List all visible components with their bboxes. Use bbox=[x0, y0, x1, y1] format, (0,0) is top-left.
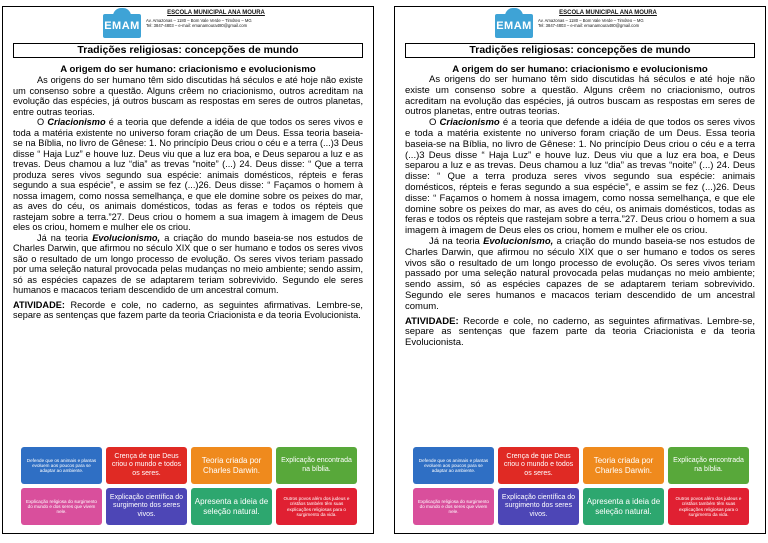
paragraph-criacionismo bbox=[13, 117, 363, 233]
statement-card: Explicação religiosa do surgimento do mundo e dos seres que vivem nele. bbox=[413, 488, 494, 525]
statement-card: Defende que os animais e plantas evoluem aos poucos para se adaptar ao ambiente. bbox=[413, 447, 494, 484]
activity-instructions bbox=[405, 317, 755, 349]
text-segment: é a teoria que defende a idéia de que todos os seres vivos e toda a matéria existente no universo foram criação de um Deus. Essa teoria baseia-se na Bíblia, no livro de Gênese: 1. No princípio Deus criou o céu e a terra (...)3 Deus disse “ Haja Luz” e houve luz. Deus viu que a luz era boa, e Deus separou a luz e as trevas. Deus chamou a luz “dia” as trevas “noite” (...) 24. Deus disse: “ Que a terra produza seres vivos segundo sua espécie: animais domésticos, répteis e feras segundo a sua espécie”, e assim se fez (...)26. Deus disse: “ Façamos o homem à nossa imagem, como nossa semelhança, e que ele domine sobre os peixes do mar, as aves do céu, os animais domésticos, todas as feras e todos os répteis que rastejam sobre a terra.”27. Deus criou o homem a sua imagem à imagem de Deus eles os criou, homem e mulher ele os criou. bbox=[405, 117, 755, 237]
paragraph-evolucionismo bbox=[13, 233, 363, 296]
activity-instructions bbox=[13, 300, 363, 321]
statement-card: Apresenta a ideia de seleção natural. bbox=[583, 488, 664, 525]
statement-cards bbox=[21, 447, 357, 525]
text-segment: é a teoria que defende a idéia de que todos os seres vivos e toda a matéria existente no universo foram criação de um Deus. Essa teoria baseia-se na Bíblia, no livro de Gênese: 1. No princípio Deus criou o céu e a terra (...)3 Deus disse “ Haja Luz” e houve luz. Deus viu que a luz era boa, e Deus separou a luz e as trevas. Deus chamou a luz “dia” as trevas “noite” (...) 24. Deus disse: “ Que a terra produza seres vivos segundo sua espécie: animais domésticos, répteis e feras segundo a sua espécie”, e assim se fez (...)26. Deus disse: “ Façamos o homem à nossa imagem, como nossa semelhança, e que ele domine sobre os peixes do mar, as aves do céu, os animais domésticos, todas as feras e todos os répteis que rastejam sobre a terra.”27. Deus criou o homem a sua imagem à imagem de Deus eles os criou, homem e mulher ele os criou. bbox=[13, 117, 363, 232]
activity-label: ATIVIDADE: bbox=[405, 315, 459, 327]
school-header bbox=[395, 7, 765, 43]
statement-card: Explicação científica do surgimento dos seres vivos. bbox=[106, 488, 187, 525]
paragraph-criacionismo bbox=[405, 118, 755, 237]
school-contact: Tel: 3847-4803 – e-mail: emanamoura480@gmail.com bbox=[538, 23, 640, 29]
worksheet-page-right bbox=[394, 6, 766, 534]
page-title: Tradições religiosas: concepções de mundo bbox=[13, 43, 363, 58]
activity-text: Recorde e cole, no caderno, as seguintes afirmativas. Lembre-se, separe as sentenças que fazem parte da teoria Criacionista e da teoria Evolucionista. bbox=[405, 315, 755, 349]
activity-text: Recorde e cole, no caderno, as seguintes afirmativas. Lembre-se, separe as sentenças que fazem parte da teoria Criacionista e da teoria Evolucionista. bbox=[13, 299, 363, 320]
paragraph-intro: As origens do ser humano têm sido discutidas há séculos e até hoje não existe um consenso sobre a questão. Alguns crêem no criacionismo, outros acreditam na evolução das espécies, já outros buscam as respostas em seres de outros planetas, entre outras teorias. bbox=[405, 74, 755, 118]
statement-card: Explicação religiosa do surgimento do mundo e dos seres que vivem nele. bbox=[21, 488, 102, 525]
text-segment: Já na teoria bbox=[37, 232, 93, 243]
statement-card: Explicação encontrada na bíblia. bbox=[668, 447, 749, 484]
keyword-evolucionismo: Evolucionismo, bbox=[483, 235, 554, 247]
school-contact: Tel: 3847-4803 – e-mail: emanamoura480@gmail.com bbox=[146, 23, 248, 29]
article-body bbox=[395, 64, 765, 349]
statement-card: Outros povos além dos judeus e cristãos também têm suas explicações religiosas para o surgimento da vida. bbox=[668, 488, 749, 525]
section-heading: A origem do ser humano: criacionismo e evolucionismo bbox=[60, 64, 316, 75]
school-logo: EMAM bbox=[103, 14, 141, 38]
statement-card: Outros povos além dos judeus e cristãos também têm suas explicações religiosas para o surgimento da vida. bbox=[276, 488, 357, 525]
page-title: Tradições religiosas: concepções de mundo bbox=[405, 43, 755, 58]
school-address: Av. Amazonas – 1180 – Bom Vale Verde – Timóteo – MG bbox=[538, 17, 644, 23]
worksheet-page-left bbox=[2, 6, 374, 534]
school-name: ESCOLA MUNICIPAL ANA MOURA bbox=[559, 10, 657, 16]
school-header bbox=[3, 7, 373, 43]
keyword-evolucionismo: Evolucionismo, bbox=[92, 232, 161, 243]
statement-card: Apresenta a ideia de seleção natural. bbox=[191, 488, 272, 525]
activity-label: ATIVIDADE: bbox=[13, 299, 65, 310]
keyword-criacionismo: Criacionismo bbox=[47, 117, 106, 127]
text-segment: Já na teoria bbox=[429, 235, 484, 247]
school-logo: EMAM bbox=[495, 14, 533, 38]
statement-card: Teoria criada por Charles Darwin. bbox=[583, 447, 664, 484]
statement-card: Defende que os animais e plantas evoluem aos poucos para se adaptar ao ambiente. bbox=[21, 447, 102, 484]
article-body bbox=[3, 64, 373, 321]
paragraph-intro: As origens do ser humano têm sido discutidas há séculos e até hoje não existe um consenso sobre a questão. Alguns crêem no criacionismo, outros acreditam na evolução das espécies, já outros buscam as respostas em seres de outros planetas, entre outras teorias. bbox=[13, 75, 363, 117]
statement-card: Explicação encontrada na bíblia. bbox=[276, 447, 357, 484]
school-address: Av. Amazonas – 1180 – Bom Vale Verde – Timóteo – MG bbox=[146, 17, 252, 23]
statement-card: Crença de que Deus criou o mundo e todos os seres. bbox=[498, 447, 579, 484]
statement-cards bbox=[413, 447, 749, 525]
text-segment: a criação do mundo baseia-se nos estudos de Charles Darwin, que afirmou no século XIX que o ser humano e todos os seres vivos são o resultado de um longo processo de evolução. Os seres vivos teriam passado por uma seleção natural provocada pelas mudanças no meio ambiente; sendo assim, só as espécies capazes de se adaptarem teriam sobrevivido. Segundo ele seres humanos e macacos teriam descendido de um ancestral comum. bbox=[405, 235, 755, 312]
statement-card: Crença de que Deus criou o mundo e todos os seres. bbox=[106, 447, 187, 484]
school-info bbox=[146, 11, 286, 29]
statement-card: Explicação científica do surgimento dos seres vivos. bbox=[498, 488, 579, 525]
paragraph-evolucionismo bbox=[405, 237, 755, 313]
school-info bbox=[538, 11, 678, 29]
keyword-criacionismo: Criacionismo bbox=[439, 117, 500, 129]
school-name: ESCOLA MUNICIPAL ANA MOURA bbox=[167, 10, 265, 16]
text-segment: O bbox=[37, 117, 48, 127]
statement-card: Teoria criada por Charles Darwin. bbox=[191, 447, 272, 484]
text-segment: O bbox=[429, 117, 440, 129]
section-heading: A origem do ser humano: criacionismo e evolucionismo bbox=[452, 64, 708, 75]
text-segment: a criação do mundo baseia-se nos estudos de Charles Darwin, que afirmou no século XIX que o ser humano e todos os seres vivos são o resultado de um longo processo de evolução. Os seres vivos teriam passado por uma seleção natural provocada pelas mudanças no meio ambiente; sendo assim, só as espécies capazes de se adaptarem teriam sobrevivido. Segundo ele seres humanos e macacos teriam descendido de um ancestral comum. bbox=[13, 232, 363, 295]
